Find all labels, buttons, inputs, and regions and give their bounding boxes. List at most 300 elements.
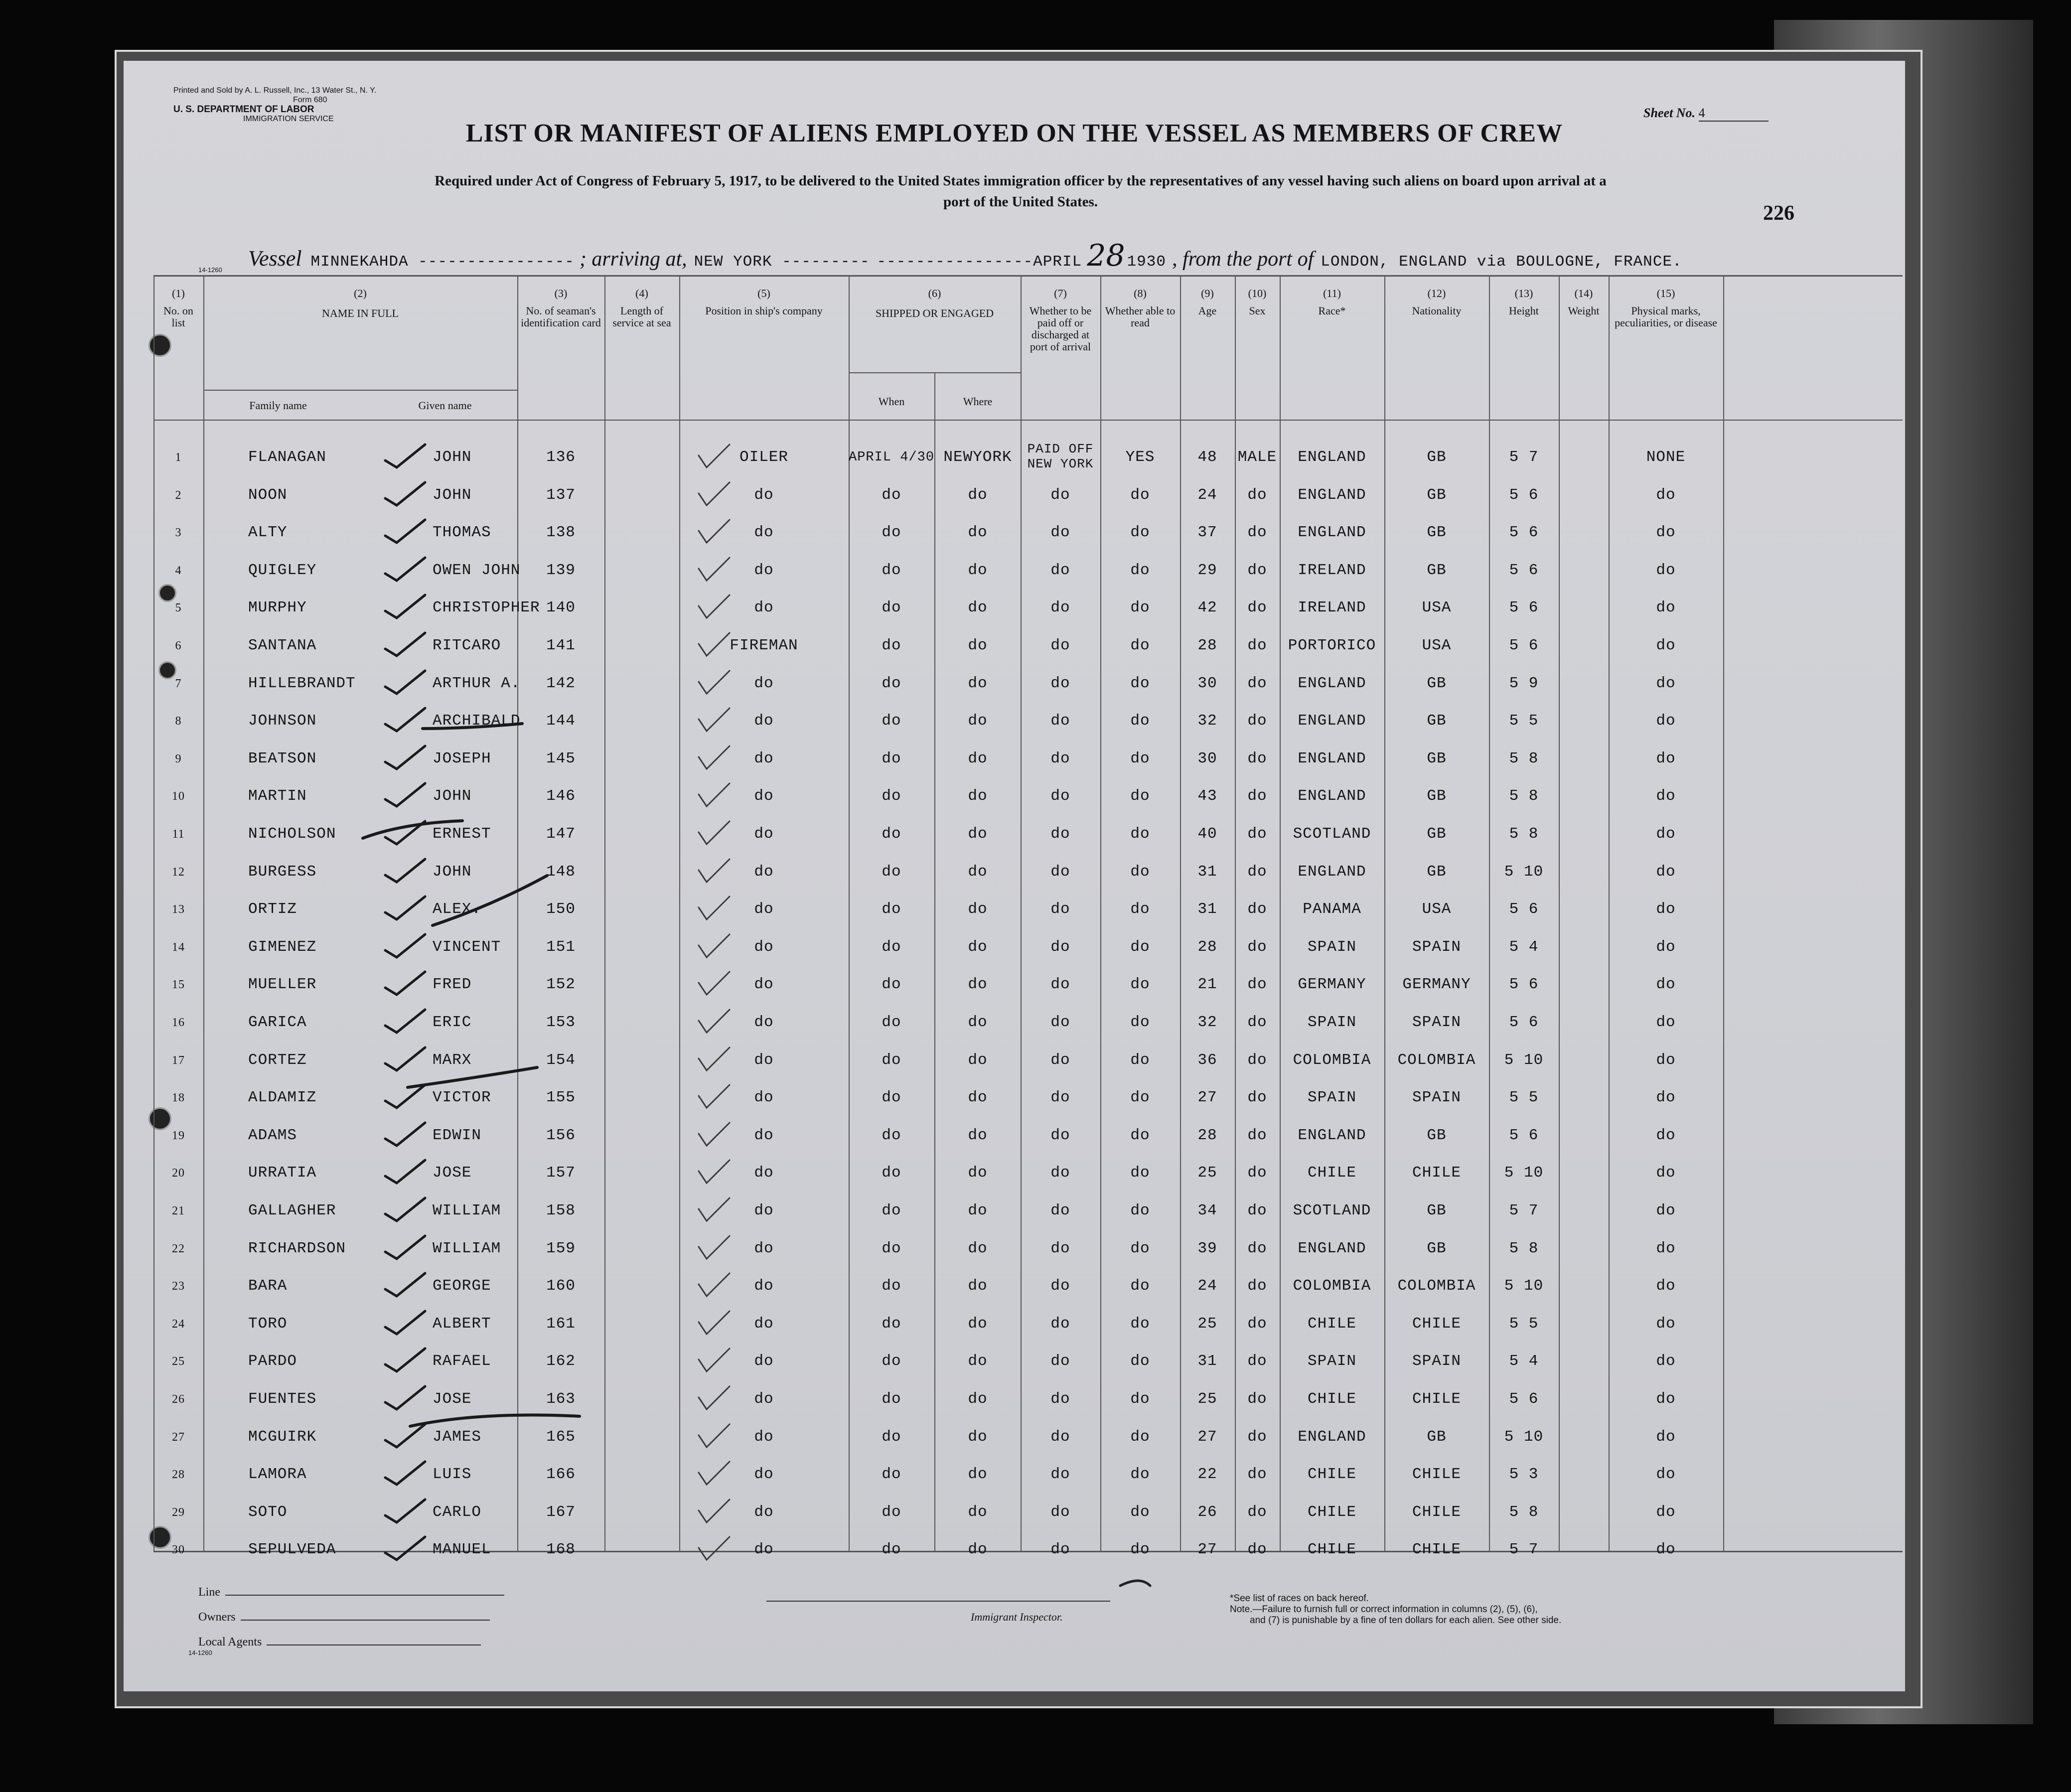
cell-race: SPAIN (1307, 1089, 1356, 1107)
cell-no: 26 (172, 1393, 185, 1406)
cell-when: do (882, 749, 901, 767)
column-number: (14) (1574, 287, 1593, 299)
cell-given: JOSE (433, 1164, 472, 1182)
cell-sex: do (1247, 900, 1267, 918)
cell-card: 161 (546, 1315, 576, 1333)
cell-read: YES (1125, 448, 1155, 466)
cell-sex: do (1247, 749, 1267, 767)
cell-read: do (1130, 1202, 1150, 1219)
cell-where: do (968, 1352, 988, 1370)
cell-position: do (754, 1239, 774, 1257)
cell-marks: do (1656, 938, 1676, 956)
cell-card: 166 (546, 1466, 576, 1484)
cell-age: 29 (1197, 561, 1217, 579)
cell-sex: do (1247, 599, 1267, 617)
cell-read: do (1130, 1428, 1150, 1446)
cell-given: OWEN JOHN (433, 561, 521, 579)
cell-paid: do (1050, 749, 1070, 767)
cell-no: 24 (172, 1317, 185, 1331)
cell-family: LAMORA (248, 1466, 307, 1484)
cell-family: PARDO (248, 1352, 297, 1370)
cell-no: 13 (172, 903, 185, 916)
cell-sex: do (1247, 674, 1267, 692)
subtitle-line-2: port of the United States. (943, 194, 1098, 210)
cell-paid: do (1050, 1466, 1070, 1484)
cell-when: do (882, 976, 901, 994)
cell-nationality: GB (1427, 448, 1447, 466)
cell-sex: do (1247, 938, 1267, 956)
cell-height: 5 6 (1509, 637, 1539, 654)
cell-read: do (1130, 1239, 1150, 1257)
cell-marks: do (1656, 1541, 1676, 1559)
cell-race: ENGLAND (1298, 524, 1366, 542)
cell-race: COLOMBIA (1293, 1051, 1371, 1069)
cell-family: NOON (248, 486, 288, 504)
manifest-sheet (124, 61, 1905, 1691)
column-number: (3) (554, 287, 568, 299)
cell-read: do (1130, 1503, 1150, 1521)
cell-family: MURPHY (248, 599, 307, 617)
cell-nationality: GERMANY (1402, 976, 1471, 994)
cell-given: JOSE (433, 1390, 472, 1408)
cell-paid: do (1050, 1352, 1070, 1370)
cell-marks: do (1656, 486, 1676, 504)
cell-no: 29 (172, 1505, 185, 1519)
cell-card: 156 (546, 1126, 576, 1144)
cell-family: HILLEBRANDT (248, 674, 356, 692)
cell-age: 34 (1197, 1202, 1217, 1219)
cell-paid: do (1050, 1277, 1070, 1295)
footer-note-1: *See list of races on back hereof. (1230, 1593, 1369, 1604)
cell-paid: do (1050, 1315, 1070, 1333)
cell-paid: do (1050, 863, 1070, 881)
cell-read: do (1130, 1014, 1150, 1031)
cell-read: do (1130, 976, 1150, 994)
cell-card: 140 (546, 599, 576, 617)
cell-height: 5 4 (1509, 1352, 1539, 1370)
cell-given: VINCENT (433, 938, 501, 956)
cell-nationality: SPAIN (1412, 1089, 1461, 1107)
cell-race: IRELAND (1298, 599, 1366, 617)
cell-race: ENGLAND (1298, 1239, 1366, 1257)
cell-family: SANTANA (248, 637, 317, 654)
department-name: U. S. DEPARTMENT OF LABOR (173, 104, 314, 115)
cell-where: do (968, 561, 988, 579)
cell-sex: do (1247, 1277, 1267, 1295)
column-label: No. on list (163, 304, 193, 329)
cell-marks: do (1656, 1390, 1676, 1408)
cell-nationality: CHILE (1412, 1541, 1461, 1559)
cell-card: 160 (546, 1277, 576, 1295)
cell-read: do (1130, 486, 1150, 504)
cell-when: do (882, 1239, 901, 1257)
cell-paid: do (1050, 1390, 1070, 1408)
cell-when: do (882, 674, 901, 692)
cell-where: do (968, 938, 988, 956)
cell-no: 3 (175, 526, 182, 540)
cell-sex: do (1247, 1202, 1267, 1219)
cell-race: SPAIN (1307, 938, 1356, 956)
cell-given: CHRISTOPHER (433, 599, 540, 617)
cell-marks: do (1656, 1126, 1676, 1144)
cell-card: 146 (546, 787, 576, 805)
cell-nationality: GB (1427, 1239, 1447, 1257)
handwritten-marks (124, 61, 1905, 1691)
cell-given: JOHN (433, 486, 472, 504)
cell-age: 43 (1197, 787, 1217, 805)
cell-card: 145 (546, 749, 576, 767)
cell-family: MUELLER (248, 976, 317, 994)
cell-where: do (968, 1239, 988, 1257)
cell-paid: do (1050, 1126, 1070, 1144)
cell-no: 23 (172, 1280, 185, 1293)
cell-family: SEPULVEDA (248, 1541, 336, 1559)
printer-line: Printed and Sold by A. L. Russell, Inc., 13 Water St., N. Y. (173, 86, 377, 95)
cell-position: do (754, 1126, 774, 1144)
cell-marks: do (1656, 674, 1676, 692)
cell-paid: do (1050, 561, 1070, 579)
cell-position: do (754, 1352, 774, 1370)
cell-given: EDWIN (433, 1126, 482, 1144)
cell-card: 142 (546, 674, 576, 692)
cell-when: do (882, 1541, 901, 1559)
cell-sex: do (1247, 561, 1267, 579)
cell-height: 5 8 (1509, 787, 1539, 805)
cell-nationality: GB (1427, 486, 1447, 504)
cell-marks: do (1656, 1089, 1676, 1107)
date-day: 28 (1087, 238, 1125, 273)
cell-sex: do (1247, 1466, 1267, 1484)
cell-when: do (882, 1202, 901, 1219)
cell-family: FLANAGAN (248, 448, 326, 466)
form-code-top: 14-1260 (198, 266, 222, 274)
cell-card: 163 (546, 1390, 576, 1408)
cell-race: PORTORICO (1288, 637, 1376, 654)
arriving-port: NEW YORK --------- (694, 253, 870, 271)
cell-where: do (968, 712, 988, 730)
cell-position: do (754, 787, 774, 805)
cell-no: 16 (172, 1016, 185, 1029)
cell-where: do (968, 674, 988, 692)
cell-race: PANAMA (1303, 900, 1361, 918)
cell-height: 5 10 (1504, 863, 1544, 881)
form-number: Form 680 (293, 96, 327, 104)
column-label: Whether able to read (1105, 304, 1176, 329)
cell-age: 25 (1197, 1315, 1217, 1333)
cell-when: do (882, 637, 901, 654)
cell-nationality: COLOMBIA (1397, 1277, 1476, 1295)
cell-no: 4 (175, 564, 182, 577)
cell-paid: do (1050, 938, 1070, 956)
cell-position: do (754, 1164, 774, 1182)
cell-where: do (968, 1089, 988, 1107)
footer-note-2: Note.—Failure to furnish full or correct information in columns (2), (5), (6), (1230, 1604, 1538, 1615)
column-number: (1) (172, 287, 185, 299)
cell-race: CHILE (1307, 1315, 1356, 1333)
cell-no: 14 (172, 940, 185, 954)
cell-given: ARTHUR A. (433, 674, 521, 692)
column-number: (6) (928, 287, 941, 299)
cell-no: 10 (172, 790, 185, 803)
cell-family: BEATSON (248, 749, 317, 767)
cell-given: WILLIAM (433, 1202, 501, 1219)
cell-nationality: USA (1422, 637, 1452, 654)
cell-sex: MALE (1237, 448, 1277, 466)
cell-paid: do (1050, 1014, 1070, 1031)
cell-paid: do (1050, 486, 1070, 504)
cell-position: do (754, 1466, 774, 1484)
cell-when: APRIL 4/30 (849, 450, 935, 465)
cell-read: do (1130, 674, 1150, 692)
cell-read: do (1130, 1541, 1150, 1559)
cell-where: do (968, 825, 988, 843)
cell-age: 28 (1197, 637, 1217, 654)
cell-card: 139 (546, 561, 576, 579)
cell-read: do (1130, 938, 1150, 956)
cell-position: do (754, 524, 774, 542)
cell-where: do (968, 1126, 988, 1144)
cell-read: do (1130, 637, 1150, 654)
cell-when: do (882, 1352, 901, 1370)
cell-race: ENGLAND (1298, 448, 1366, 466)
cell-family: TORO (248, 1315, 288, 1333)
cell-age: 25 (1197, 1164, 1217, 1182)
cell-read: do (1130, 712, 1150, 730)
cell-paid: do (1050, 976, 1070, 994)
cell-race: CHILE (1307, 1390, 1356, 1408)
cell-no: 5 (175, 601, 182, 615)
column-label: Whether to be paid off or discharged at port of arrival (1029, 304, 1092, 353)
cell-marks: do (1656, 1277, 1676, 1295)
cell-family: GARICA (248, 1014, 307, 1031)
cell-age: 28 (1197, 1126, 1217, 1144)
arriving-label: ; arriving at, (579, 248, 687, 271)
cell-height: 5 5 (1509, 1315, 1539, 1333)
cell-race: ENGLAND (1298, 787, 1366, 805)
cell-read: do (1130, 749, 1150, 767)
cell-age: 24 (1197, 1277, 1217, 1295)
column-number: (2) (354, 287, 367, 299)
cell-family: URRATIA (248, 1164, 317, 1182)
cell-no: 9 (175, 752, 182, 765)
cell-sex: do (1247, 524, 1267, 542)
cell-where: do (968, 1202, 988, 1219)
cell-height: 5 10 (1504, 1428, 1544, 1446)
cell-when: do (882, 486, 901, 504)
cell-height: 5 7 (1509, 1541, 1539, 1559)
footer-owners-label: Owners (198, 1605, 504, 1630)
cell-no: 15 (172, 978, 185, 992)
cell-when: do (882, 1126, 901, 1144)
cell-where: do (968, 1390, 988, 1408)
cell-position: do (754, 900, 774, 918)
cell-card: 147 (546, 825, 576, 843)
cell-no: 20 (172, 1167, 185, 1180)
cell-height: 5 6 (1509, 900, 1539, 918)
cell-marks: do (1656, 1428, 1676, 1446)
cell-given: RAFAEL (433, 1352, 491, 1370)
cell-paid: PAID OFF NEW YORK (1027, 442, 1094, 471)
cell-age: 21 (1197, 976, 1217, 994)
cell-read: do (1130, 1315, 1150, 1333)
cell-when: do (882, 1466, 901, 1484)
cell-sex: do (1247, 1315, 1267, 1333)
column-label: SHIPPED OR ENGAGED (875, 307, 994, 319)
vessel-name: MINNEKAHDA ---------------- (310, 253, 575, 271)
cell-where: do (968, 976, 988, 994)
column-sublabel: Where (963, 395, 993, 408)
cell-paid: do (1050, 524, 1070, 542)
footer-note-3: and (7) is punishable by a fine of ten dollars for each alien. See other side. (1250, 1615, 1562, 1626)
cell-marks: do (1656, 1164, 1676, 1182)
vessel-label: Vessel (248, 246, 302, 271)
cell-height: 5 6 (1509, 1390, 1539, 1408)
cell-family: SOTO (248, 1503, 288, 1521)
cell-no: 30 (172, 1543, 185, 1557)
cell-sex: do (1247, 976, 1267, 994)
cell-family: RICHARDSON (248, 1239, 346, 1257)
cell-nationality: GB (1427, 825, 1447, 843)
cell-position: do (754, 1428, 774, 1446)
cell-race: SPAIN (1307, 1014, 1356, 1031)
cell-card: 136 (546, 448, 576, 466)
cell-card: 152 (546, 976, 576, 994)
cell-where: do (968, 1315, 988, 1333)
cell-position: do (754, 1014, 774, 1031)
cell-height: 5 10 (1504, 1277, 1544, 1295)
cell-where: do (968, 637, 988, 654)
cell-race: ENGLAND (1298, 749, 1366, 767)
cell-age: 31 (1197, 1352, 1217, 1370)
cell-race: ENGLAND (1298, 1428, 1366, 1446)
cell-sex: do (1247, 1428, 1267, 1446)
cell-marks: do (1656, 1202, 1676, 1219)
cell-no: 28 (172, 1468, 185, 1482)
cell-read: do (1130, 1051, 1150, 1069)
column-number: (9) (1201, 287, 1214, 299)
cell-position: do (754, 486, 774, 504)
cell-when: do (882, 1277, 901, 1295)
cell-family: JOHNSON (248, 712, 317, 730)
cell-sex: do (1247, 637, 1267, 654)
cell-height: 5 6 (1509, 599, 1539, 617)
cell-given: CARLO (433, 1503, 482, 1521)
cell-age: 27 (1197, 1428, 1217, 1446)
cell-when: do (882, 1428, 901, 1446)
column-label: Height (1509, 304, 1539, 317)
manifest-title: LIST OR MANIFEST OF ALIENS EMPLOYED ON THE VESSEL AS MEMBERS OF CREW (465, 119, 1563, 148)
cell-family: GALLAGHER (248, 1202, 336, 1219)
cell-position: do (754, 674, 774, 692)
cell-given: ERIC (433, 1014, 472, 1031)
cell-race: ENGLAND (1298, 674, 1366, 692)
cell-age: 32 (1197, 712, 1217, 730)
cell-card: 159 (546, 1239, 576, 1257)
cell-age: 39 (1197, 1239, 1217, 1257)
cell-height: 5 5 (1509, 712, 1539, 730)
cell-height: 5 10 (1504, 1164, 1544, 1182)
cell-height: 5 9 (1509, 674, 1539, 692)
cell-marks: do (1656, 637, 1676, 654)
column-number: (11) (1323, 287, 1341, 299)
cell-race: CHILE (1307, 1466, 1356, 1484)
cell-paid: do (1050, 1541, 1070, 1559)
column-number: (13) (1514, 287, 1533, 299)
column-number: (10) (1248, 287, 1267, 299)
cell-position: do (754, 599, 774, 617)
footer-agents-label: Local Agents (198, 1630, 504, 1654)
from-label: , from the port of (1172, 248, 1314, 271)
cell-given: MARX (433, 1051, 472, 1069)
cell-given: LUIS (433, 1466, 472, 1484)
cell-no: 27 (172, 1430, 185, 1444)
cell-no: 6 (175, 639, 182, 652)
cell-position: do (754, 1315, 774, 1333)
cell-card: 153 (546, 1014, 576, 1031)
cell-card: 154 (546, 1051, 576, 1069)
cell-marks: NONE (1646, 448, 1686, 466)
cell-age: 30 (1197, 674, 1217, 692)
cell-sex: do (1247, 787, 1267, 805)
cell-nationality: GB (1427, 561, 1447, 579)
cell-paid: do (1050, 1239, 1070, 1257)
cell-card: 157 (546, 1164, 576, 1182)
cell-sex: do (1247, 1051, 1267, 1069)
cell-sex: do (1247, 486, 1267, 504)
cell-card: 168 (546, 1541, 576, 1559)
cell-nationality: GB (1427, 1428, 1447, 1446)
cell-height: 5 7 (1509, 448, 1539, 466)
cell-race: SCOTLAND (1293, 1202, 1371, 1219)
cell-nationality: CHILE (1412, 1390, 1461, 1408)
cell-no: 17 (172, 1053, 185, 1067)
cell-read: do (1130, 1126, 1150, 1144)
cell-card: 155 (546, 1089, 576, 1107)
cell-given: JOHN (433, 863, 472, 881)
cell-when: do (882, 1503, 901, 1521)
cell-family: FUENTES (248, 1390, 317, 1408)
cell-when: do (882, 1390, 901, 1408)
cell-where: do (968, 599, 988, 617)
cell-family: ORTIZ (248, 900, 297, 918)
cell-card: 158 (546, 1202, 576, 1219)
cell-marks: do (1656, 1014, 1676, 1031)
cell-marks: do (1656, 599, 1676, 617)
cell-sex: do (1247, 1164, 1267, 1182)
cell-nationality: GB (1427, 749, 1447, 767)
cell-given: ALEX. (433, 900, 482, 918)
cell-when: do (882, 1051, 901, 1069)
cell-paid: do (1050, 1089, 1070, 1107)
sheet-number: 4 (1699, 106, 1769, 122)
cell-given: THOMAS (433, 524, 491, 542)
cell-when: do (882, 599, 901, 617)
cell-family: BARA (248, 1277, 288, 1295)
cell-given: JOSEPH (433, 749, 491, 767)
cell-no: 1 (175, 451, 182, 464)
cell-sex: do (1247, 1390, 1267, 1408)
cell-no: 25 (172, 1355, 185, 1368)
cell-where: do (968, 1541, 988, 1559)
column-sublabel: Given name (418, 399, 472, 412)
cell-given: FRED (433, 976, 472, 994)
cell-height: 5 6 (1509, 486, 1539, 504)
column-label: Age (1198, 304, 1217, 317)
cell-age: 37 (1197, 524, 1217, 542)
cell-race: ENGLAND (1298, 863, 1366, 881)
cell-where: do (968, 1277, 988, 1295)
cell-race: ENGLAND (1298, 486, 1366, 504)
